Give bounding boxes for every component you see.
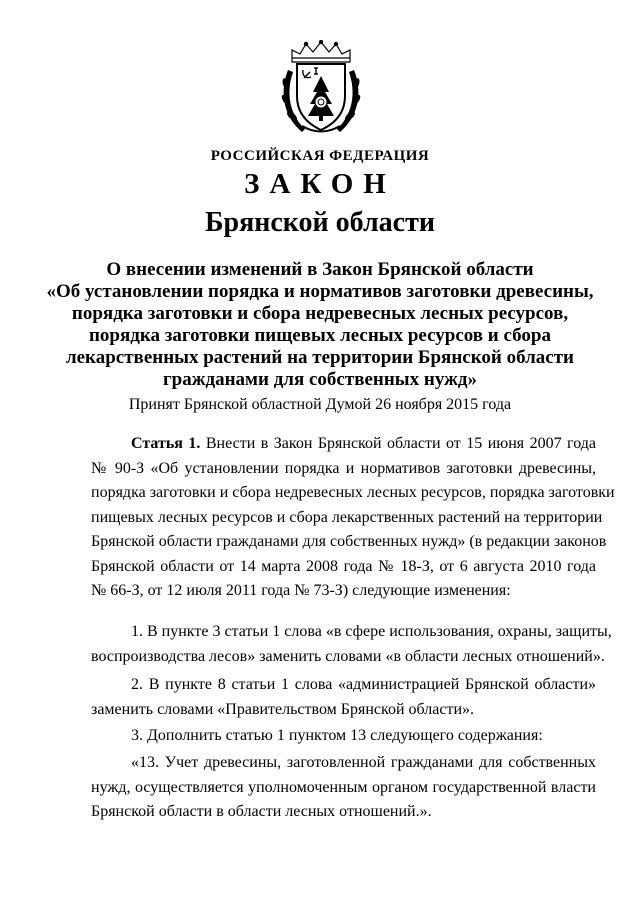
amendment-item-line: Брянской области в области лесных отношений.».: [91, 803, 432, 820]
law-title-line: лекарственных растений на территории Брянской области: [65, 347, 575, 368]
amendment-item-line: нужд, осуществляется уполномоченным органом государственной власти: [91, 778, 596, 796]
article-1-line: Брянской области гражданами для собственных нужд» (в редакции законов: [91, 533, 607, 550]
new-point-13-quote: [91, 751, 596, 825]
article-1-label: Статья 1.: [131, 435, 201, 452]
article-1-line: порядка заготовки и сбора недревесных лесных ресурсов, порядка заготовки: [91, 484, 615, 501]
law-title-line: «Об установлении порядка и нормативов заготовки древесины,: [46, 281, 594, 302]
document-type-heading: ЗАКОН: [244, 168, 396, 200]
amendment-item-line: заменить словами «Правительством Брянской области».: [91, 700, 475, 718]
amendment-item-line: «13. Учет древесины, заготовленной гражданами для собственных: [131, 754, 596, 771]
law-title-line: порядка заготовки пищевых лесных ресурсов и сбора: [88, 325, 551, 346]
article-1-line: пищевых лесных ресурсов и сбора лекарственных растений на территории: [91, 508, 603, 526]
article-1-line: № 66-З, от 12 июля 2011 года № 73-З) следующие изменения:: [91, 582, 511, 599]
article-1-line: № 90-З «Об установлении порядка и нормативов заготовки древесины,: [91, 459, 596, 477]
country-heading: РОССИЙСКАЯ ФЕДЕРАЦИЯ: [210, 148, 430, 164]
region-heading: Брянской области: [204, 207, 435, 238]
article-1-paragraph: [91, 432, 615, 604]
amendment-item-line: 1. В пункте 3 статьи 1 слова «в сфере использования, охраны, защиты,: [131, 623, 612, 640]
bryansk-coat-of-arms-emblem: [280, 40, 362, 136]
article-1-intro-text: Внести в Закон Брянской области от 15 июня 2007 года: [200, 435, 596, 452]
amendment-item-2: [91, 673, 596, 722]
amendment-item-3: [91, 724, 596, 749]
article-1-line: Брянской области от 14 марта 2008 года № 18-З, от 6 августа 2010 года: [91, 557, 596, 575]
amendment-item-line: 3. Дополнить статью 1 пунктом 13 следующего содержания:: [131, 727, 543, 744]
law-title-line: гражданами для собственных нужд»: [163, 369, 477, 390]
law-title: [0, 259, 640, 391]
amendment-item-line: 2. В пункте 8 статьи 1 слова «администрацией Брянской области»: [131, 676, 596, 693]
law-title-line: О внесении изменений в Закон Брянской области: [106, 259, 534, 280]
article-1-first-line: [91, 432, 596, 457]
law-title-line: порядка заготовки и сбора недревесных лесных ресурсов,: [71, 303, 569, 324]
amendment-item-1: [91, 620, 612, 669]
adoption-date-line: Принят Брянской областной Думой 26 ноября 2015 года: [128, 396, 512, 413]
amendment-item-line: воспроизводства лесов» заменить словами «в области лесных отношений».: [91, 647, 605, 665]
